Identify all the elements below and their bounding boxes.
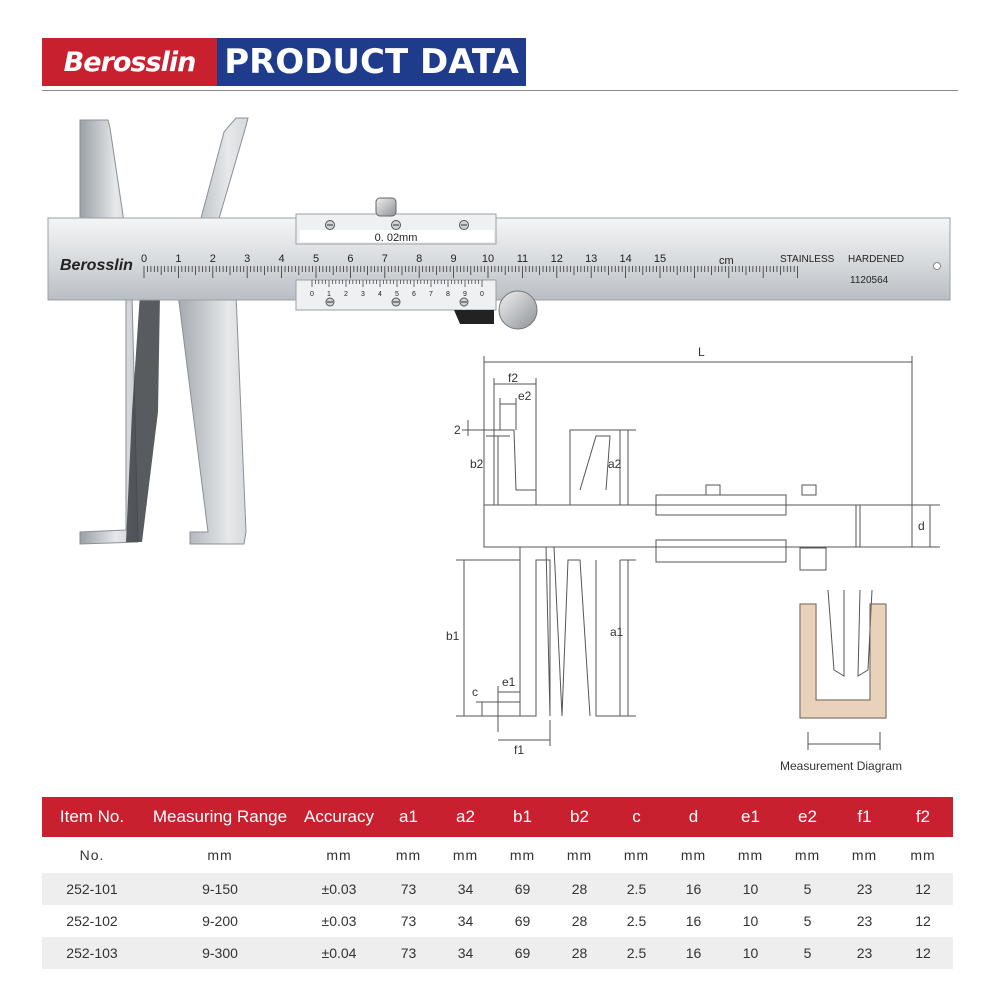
table-cell: 252-102 (42, 905, 142, 937)
unit-cell: mm (737, 847, 764, 863)
table-cell: 5 (779, 873, 836, 905)
unit-cell: mm (680, 847, 707, 863)
units-row (42, 837, 953, 873)
table-cell: 69 (494, 873, 551, 905)
unit-cell: mm (326, 847, 352, 863)
dim-label-b2: b2 (470, 457, 484, 471)
table-cell: 9-200 (142, 905, 298, 937)
main-scale-number: 4 (278, 253, 285, 265)
table-cell: 34 (437, 937, 494, 969)
brand-logo-box (42, 38, 217, 86)
table-cell: 28 (551, 873, 608, 905)
caliper-brand: Berosslin (60, 257, 133, 274)
table-cell: 73 (380, 873, 437, 905)
table-row (42, 905, 953, 937)
serial-number: 1120564 (850, 275, 889, 286)
main-scale-number: 14 (619, 253, 632, 265)
dimension-diagram (440, 340, 940, 780)
title-banner (217, 38, 526, 86)
main-scale-number: 5 (312, 253, 320, 265)
vernier-number: 1 (327, 291, 331, 298)
table-cell: ±0.03 (298, 905, 380, 937)
table-cell: 10 (722, 873, 779, 905)
hardened-label: HARDENED (848, 254, 905, 265)
table-header-row (42, 797, 953, 837)
main-scale-number: 3 (244, 253, 251, 265)
main-scale-number: 6 (347, 253, 354, 265)
vernier-number: 4 (378, 291, 382, 298)
table-cell: 16 (665, 873, 722, 905)
table-cell: 252-101 (42, 873, 142, 905)
dim-label-a1: a1 (610, 625, 624, 639)
vernier-number: 7 (429, 291, 433, 298)
column-header: b2 (551, 797, 608, 837)
vernier-number: 9 (463, 291, 467, 298)
main-scale-number: 0 (140, 253, 148, 265)
main-scale-number: 11 (516, 253, 529, 265)
table-cell: 5 (779, 937, 836, 969)
vernier-number: 2 (344, 291, 348, 298)
table-cell: 23 (836, 905, 893, 937)
table-cell: 2.5 (608, 937, 665, 969)
vernier-number: 0 (480, 291, 484, 298)
locking-screw (376, 198, 396, 216)
column-header: Item No. (42, 797, 142, 837)
unit-cell: mm (910, 847, 936, 863)
dim-label-2: 2 (454, 423, 461, 437)
table-cell: 23 (836, 937, 893, 969)
table-row (42, 873, 953, 905)
table-cell: 12 (893, 937, 953, 969)
stainless-label: STAINLESS (780, 254, 835, 265)
unit-cell: mm (452, 847, 479, 863)
main-scale-number: 1 (175, 253, 182, 265)
table-cell: 5 (779, 905, 836, 937)
table-cell: 69 (494, 937, 551, 969)
unit-cell: mm (395, 847, 422, 863)
movable-jaw (170, 118, 300, 544)
spec-table (42, 797, 953, 969)
table-cell: 2.5 (608, 873, 665, 905)
table-cell: 12 (893, 905, 953, 937)
table-cell: ±0.04 (298, 937, 380, 969)
unit-cell: mm (851, 847, 878, 863)
vernier-number: 8 (446, 291, 450, 298)
unit-cell: mm (566, 847, 593, 863)
adjustment-wheel (499, 291, 537, 329)
resolution-label: 0. 02mm (374, 232, 418, 244)
brand-logo: Berosslin (63, 46, 196, 78)
scale-unit: cm (719, 255, 734, 267)
main-scale-number: 2 (209, 253, 216, 265)
dim-label-a2: a2 (608, 457, 622, 471)
column-header: Measuring Range (142, 797, 298, 837)
table-cell: 9-150 (142, 873, 298, 905)
header-divider (42, 90, 958, 91)
dim-label-L: L (698, 345, 705, 359)
unit-cell: mm (623, 847, 650, 863)
diagram-caption: Measurement Diagram (780, 759, 903, 773)
column-header: d (665, 797, 722, 837)
unit-cell: mm (207, 847, 233, 863)
column-header: c (608, 797, 665, 837)
main-scale-number: 15 (653, 253, 667, 265)
dim-label-b1: b1 (446, 629, 460, 643)
table-cell: 10 (722, 905, 779, 937)
dim-label-d: d (918, 519, 925, 533)
table-cell: 34 (437, 905, 494, 937)
dim-label-c: c (472, 685, 478, 699)
table-cell: 10 (722, 937, 779, 969)
table-cell: 73 (380, 905, 437, 937)
table-cell: 12 (893, 873, 953, 905)
dim-label-e2: e2 (518, 389, 532, 403)
vernier-number: 0 (310, 291, 314, 298)
column-header: e2 (779, 797, 836, 837)
vernier-number: 5 (395, 291, 399, 298)
table-cell: 9-300 (142, 937, 298, 969)
table-cell: 252-103 (42, 937, 142, 969)
main-scale-number: 10 (481, 253, 495, 265)
main-scale-number: 8 (416, 253, 423, 265)
vernier-number: 3 (361, 291, 365, 298)
table-cell: 28 (551, 937, 608, 969)
table-cell: 28 (551, 905, 608, 937)
table-cell: 34 (437, 873, 494, 905)
table-cell: ±0.03 (298, 873, 380, 905)
table-cell: 16 (665, 937, 722, 969)
column-header: f2 (893, 797, 953, 837)
dim-label-f1: f1 (514, 743, 525, 757)
table-cell: 73 (380, 937, 437, 969)
main-scale-number: 9 (450, 253, 457, 265)
column-header: f1 (836, 797, 893, 837)
column-header: Accuracy (298, 797, 380, 837)
table-cell: 2.5 (608, 905, 665, 937)
column-header: a2 (437, 797, 494, 837)
table-cell: 16 (665, 905, 722, 937)
dim-label-e1: e1 (502, 675, 516, 689)
unit-cell: No. (79, 847, 105, 863)
dim-label-f2: f2 (508, 371, 519, 385)
page-title: PRODUCT DATA (224, 42, 519, 82)
table-cell: 69 (494, 905, 551, 937)
vernier-number: 6 (412, 291, 416, 298)
main-scale-number: 13 (585, 253, 598, 265)
unit-cell: mm (509, 847, 536, 863)
table-cell: 23 (836, 873, 893, 905)
unit-cell: mm (794, 847, 821, 863)
column-header: b1 (494, 797, 551, 837)
main-scale-number: 12 (550, 253, 563, 265)
column-header: a1 (380, 797, 437, 837)
table-row (42, 937, 953, 969)
column-header: e1 (722, 797, 779, 837)
main-scale-number: 7 (381, 253, 388, 265)
hang-hole (934, 263, 941, 270)
